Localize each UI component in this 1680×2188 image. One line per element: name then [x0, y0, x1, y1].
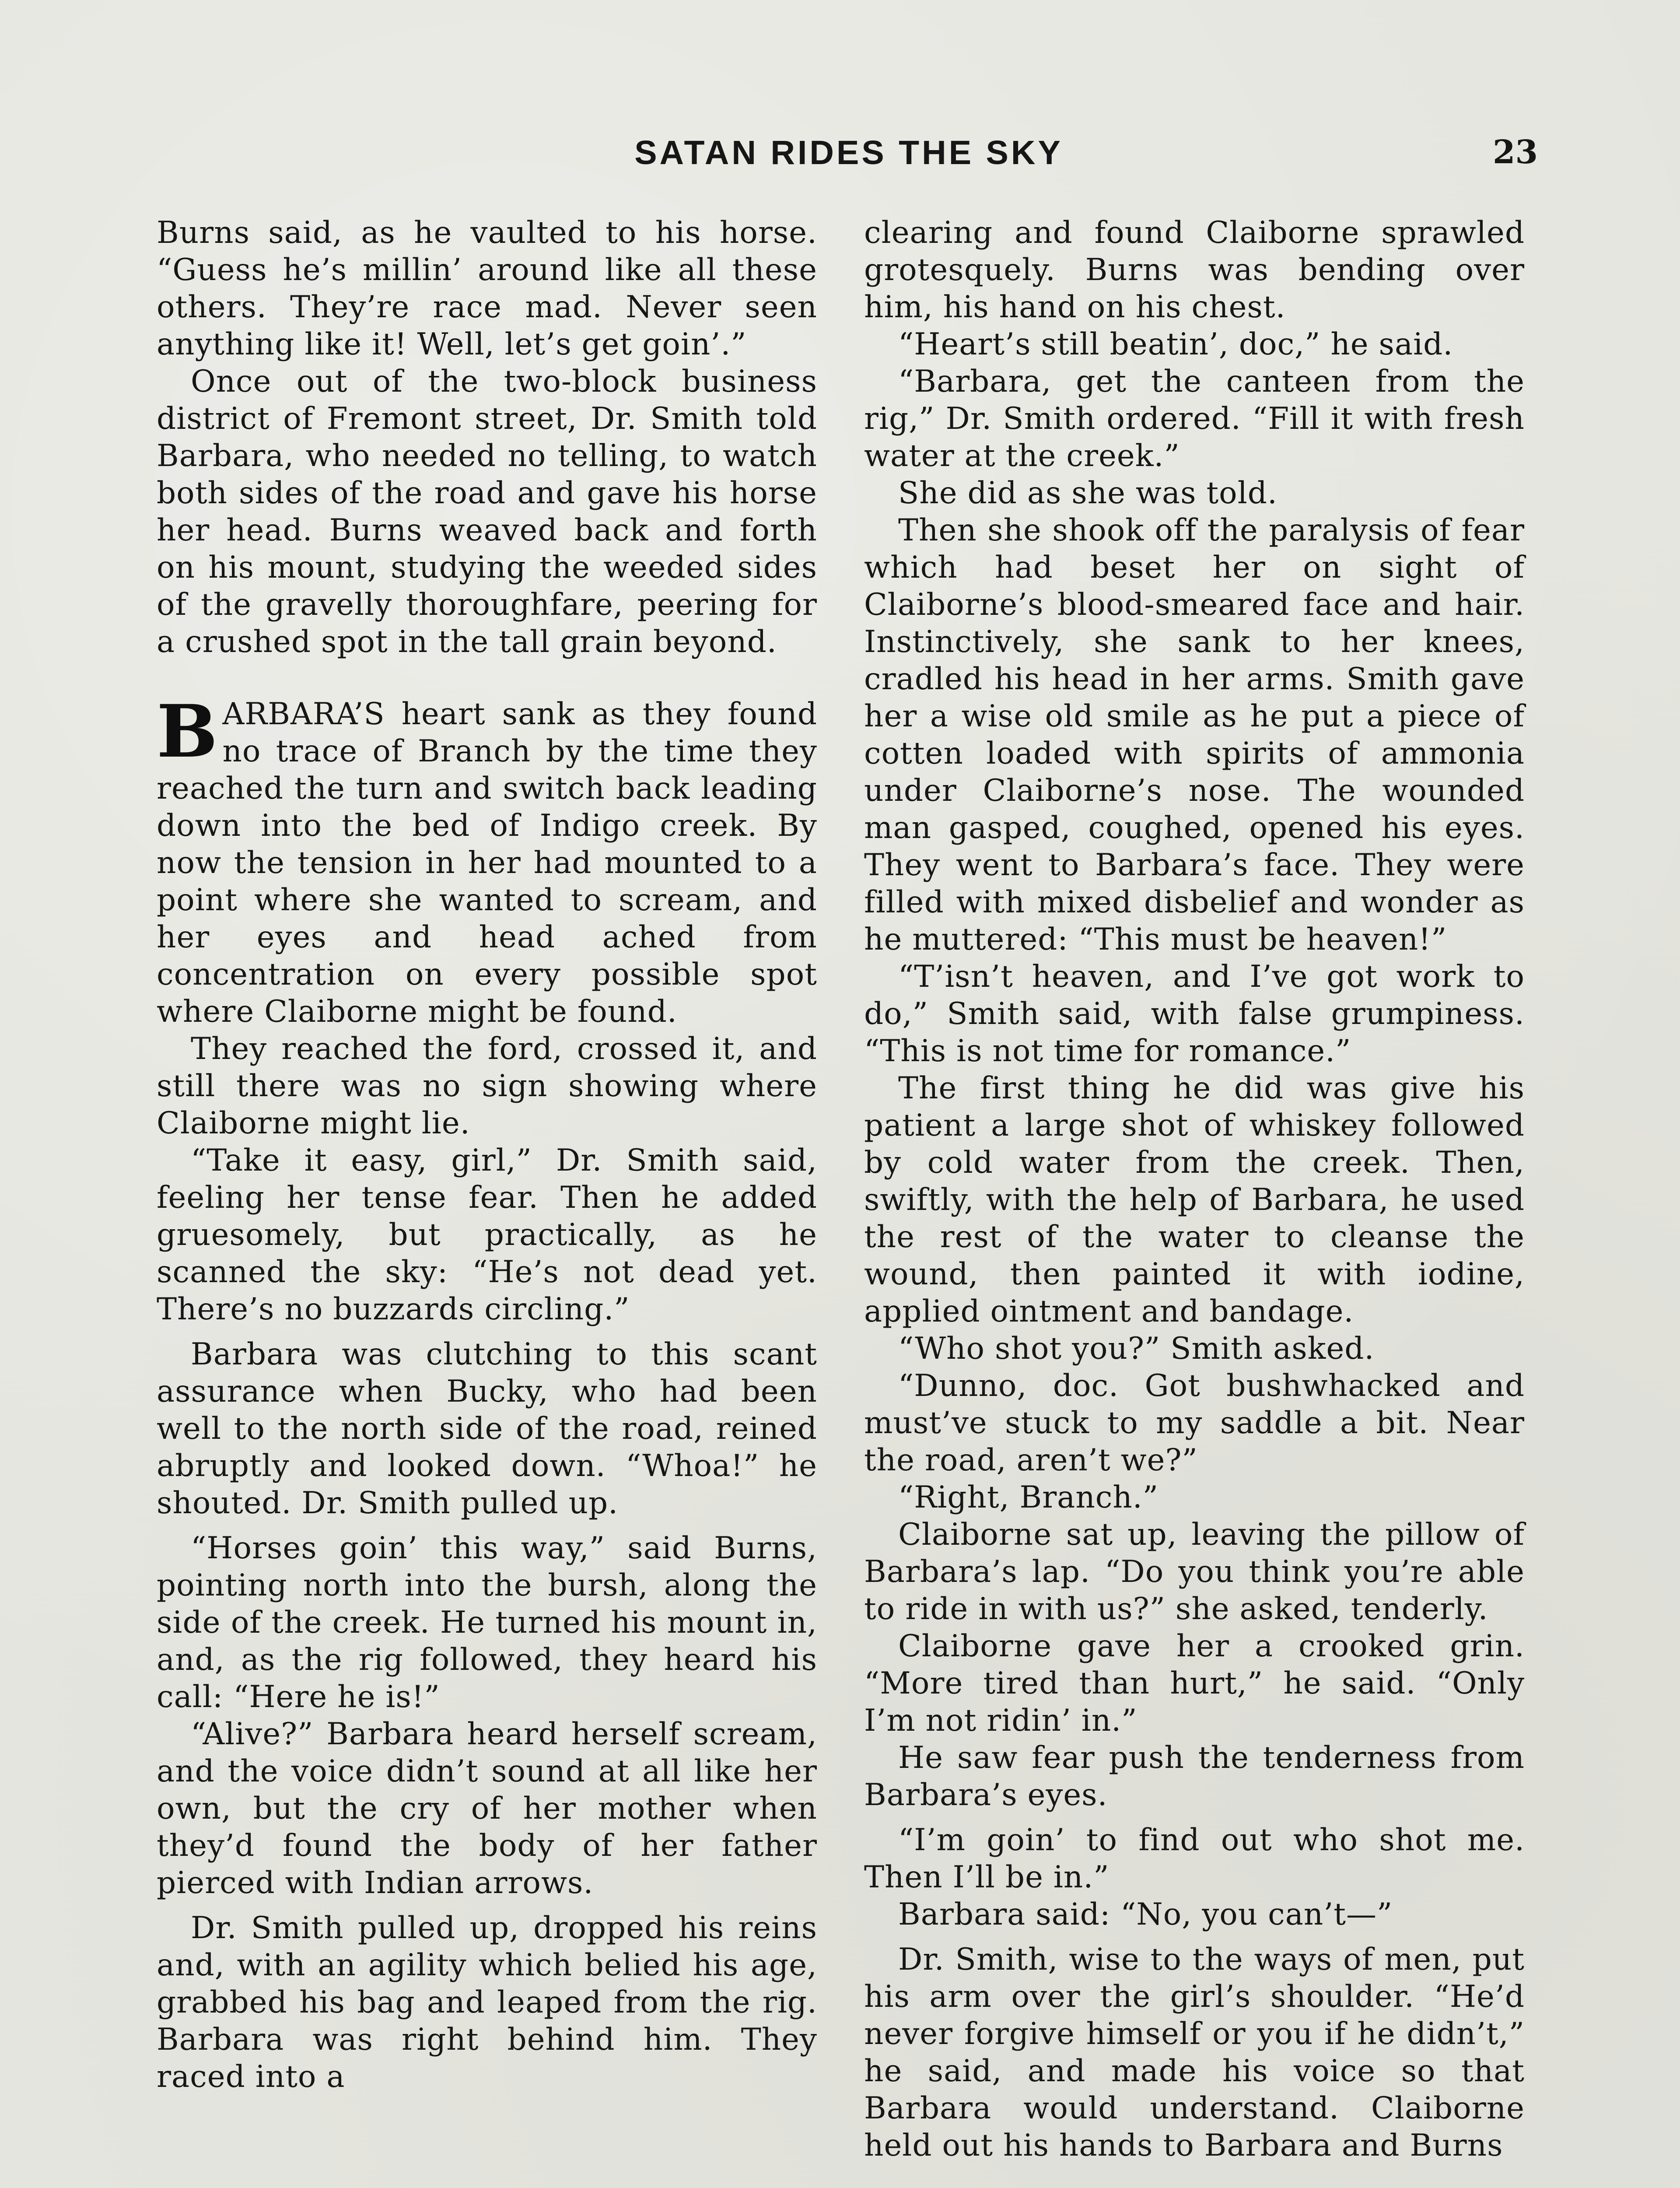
paragraph: “Alive?” Barbara heard herself scream, and the voice didn’t sound at all like her own, but the cry of her mother when they’d found the body of her father pierced with Indian arrows. [157, 1717, 817, 1900]
paragraph: “Heart’s still beatin’, doc,” he said. [898, 327, 1453, 362]
paragraph: “Right, Branch.” [898, 1480, 1159, 1515]
paragraph: “T’isn’t heaven, and I’ve got work to do,” Smith said, with false grumpiness. “This is not time for romance.” [864, 959, 1525, 1069]
page-header [0, 133, 1680, 173]
paragraph: “Horses goin’ this way,” said Burns, pointing north into the bursh, along the side of the creek. He turned his mount in, and, as the rig followed, they heard his call: “Here he is!” [157, 1531, 817, 1715]
paragraph: Dr. Smith, wise to the ways of men, put his arm over the girl’s shoulder. “He’d never forgive himself or you if he didn’t,” he said, and made his voice so that Barbara would understand. Claiborne held out his hands to Barbara and Burns [864, 1942, 1525, 2163]
paragraph: She did as she was told. [898, 476, 1278, 511]
page-number: 23 [1493, 133, 1538, 171]
left-column [157, 214, 817, 2096]
paragraph: clearing and found Claiborne sprawled grotesquely. Burns was bending over him, his hand on his chest. [864, 215, 1525, 325]
paragraph: “Who shot you?” Smith asked. [898, 1331, 1375, 1366]
paragraph: Then she shook off the paralysis of fear which had beset her on sight of Claiborne’s blood-smeared face and hair. Instinctively, she sank to her knees, cradled his head in her arms. Smith gave her a wise old smile as he put a piece of cotten loaded with spirits of ammonia under Claiborne’s nose. The wounded man gasped, coughed, opened his eyes. They went to Barbara’s face. They were filled with mixed disbelief and wonder as he muttered: “This must be heaven!” [864, 513, 1525, 957]
paragraph: “Take it easy, girl,” Dr. Smith said, feeling her tense fear. Then he added gruesomely, but practically, as he scanned the sky: “He’s not dead yet. There’s no buzzards circling.” [157, 1143, 817, 1327]
paragraph: Barbara was clutching to this scant assurance when Bucky, who had been well to the north side of the road, reined abruptly and looked down. “Whoa!” he shouted. Dr. Smith pulled up. [157, 1337, 817, 1521]
paragraph: He saw fear push the tenderness from Barbara’s eyes. [864, 1740, 1525, 1813]
paragraph: Barbara said: “No, you can’t—” [898, 1897, 1393, 1932]
drop-cap-paragraph-text: ARBARA’S heart sank as they found no trace of Branch by the time they reached the turn and switch back leading down into the bed of Indigo creek. By now the tension in her had mounted to a point where she wanted to scream, and her eyes and head ached from concentration on every possible spot where Claiborne might be found. [157, 697, 817, 1029]
paragraph: They reached the ford, crossed it, and still there was no sign showing where Claiborne might lie. [157, 1031, 817, 1141]
running-title: SATAN RIDES THE SKY [634, 134, 1063, 172]
right-column [864, 214, 1525, 2164]
paragraph: Burns said, as he vaulted to his horse. “Guess he’s millin’ around like all these others. They’re race mad. Never seen anything like it! Well, let’s get goin’.” [157, 215, 817, 362]
paragraph: “I’m goin’ to find out who shot me. Then I’ll be in.” [864, 1823, 1525, 1895]
drop-cap-paragraph [157, 689, 817, 1031]
paragraph: “Dunno, doc. Got bushwhacked and must’ve stuck to my saddle a bit. Near the road, aren’t we?” [864, 1368, 1525, 1478]
paragraph: Claiborne gave her a crooked grin. “More tired than hurt,” he said. “Only I’m not ridin’ in.” [864, 1629, 1525, 1738]
paragraph: Once out of the two-block business district of Fremont street, Dr. Smith told Barbara, who needed no telling, to watch both sides of the road and gave his horse her head. Burns weaved back and forth on his mount, studying the weeded sides of the gravelly thoroughfare, peering for a crushed spot in the tall grain beyond. [157, 364, 817, 659]
paragraph: The first thing he did was give his patient a large shot of whiskey followed by cold water from the creek. Then, swiftly, with the help of Barbara, he used the rest of the water to cleanse the wound, then painted it with iodine, applied ointment and bandage. [864, 1071, 1525, 1329]
drop-cap: B [157, 689, 218, 774]
paragraph: Dr. Smith pulled up, dropped his reins and, with an agility which belied his age, grabbed his bag and leaped from the rig. Barbara was right behind him. They raced into a [157, 1911, 817, 2094]
paragraph: Claiborne sat up, leaving the pillow of Barbara’s lap. “Do you think you’re able to ride in with us?” she asked, tenderly. [864, 1517, 1525, 1627]
paragraph: “Barbara, get the canteen from the rig,” Dr. Smith ordered. “Fill it with fresh water at the creek.” [864, 364, 1525, 473]
